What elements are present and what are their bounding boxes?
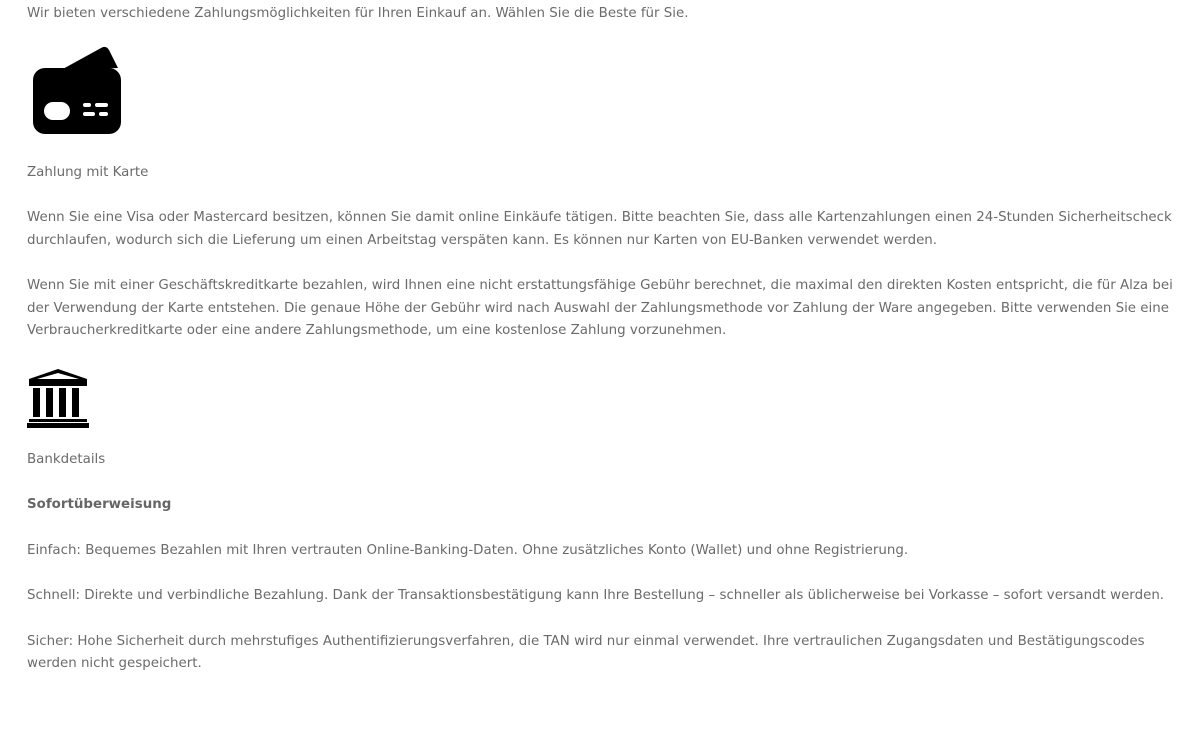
bank-paragraph-3: Sicher: Hohe Sicherheit durch mehrstufiges Authentifizierungsverfahren, die TAN wird nur einmal verwendet. Ihre vertraulichen Zugangsdaten und Bestätigungscodes werden nicht gespeichert. — [27, 633, 1145, 671]
card-paragraph-2: Wenn Sie mit einer Geschäftskreditkarte bezahlen, wird Ihnen eine nicht erstattungsfähige Gebühr berechnet, die maximal den direkten Kosten entspricht, die für Alza bei der Verwendung der Karte entstehen. Die genaue Höhe der Gebühr wird nach Auswahl der Zahlungsmethode vor Zahlung der Ware angegeben. Bitte verwenden Sie eine Verbraucherkreditkarte oder eine andere Zahlungsmethode, um eine kostenlose Zahlung vorzunehmen. — [27, 278, 1173, 338]
bank-icon — [27, 367, 89, 429]
bank-paragraph-2: Schnell: Direkte und verbindliche Bezahlung. Dank der Transaktionsbestätigung kann Ihre Bestellung – schneller als üblicherweise bei Vorkasse – sofort versandt werden. — [27, 588, 1165, 603]
bank-section-title: Bankdetails — [27, 451, 106, 467]
credit-card-icon — [31, 46, 121, 136]
card-paragraph-1: Wenn Sie eine Visa oder Mastercard besitzen, können Sie damit online Einkäufe tätigen. Bitte beachten Sie, dass alle Kartenzahlungen einen 24-Stunden Sicherheitscheck durchlaufen, wodurch sich die Lieferung um einen Arbeitstag verspäten kann. Es können nur Karten von EU-Banken verwendet werden. — [27, 210, 1172, 248]
bank-section-subtitle: Sofortüberweisung — [27, 497, 172, 512]
payment-info-content — [27, 3, 1179, 676]
bank-paragraph-1: Einfach: Bequemes Bezahlen mit Ihren vertrauten Online-Banking-Daten. Ohne zusätzliches Konto (Wallet) und ohne Registrierung. — [27, 542, 909, 558]
intro-text: Wir bieten verschiedene Zahlungsmöglichkeiten für Ihren Einkauf an. Wählen Sie die Beste für Sie. — [27, 6, 689, 21]
card-section-title: Zahlung mit Karte — [27, 164, 149, 180]
